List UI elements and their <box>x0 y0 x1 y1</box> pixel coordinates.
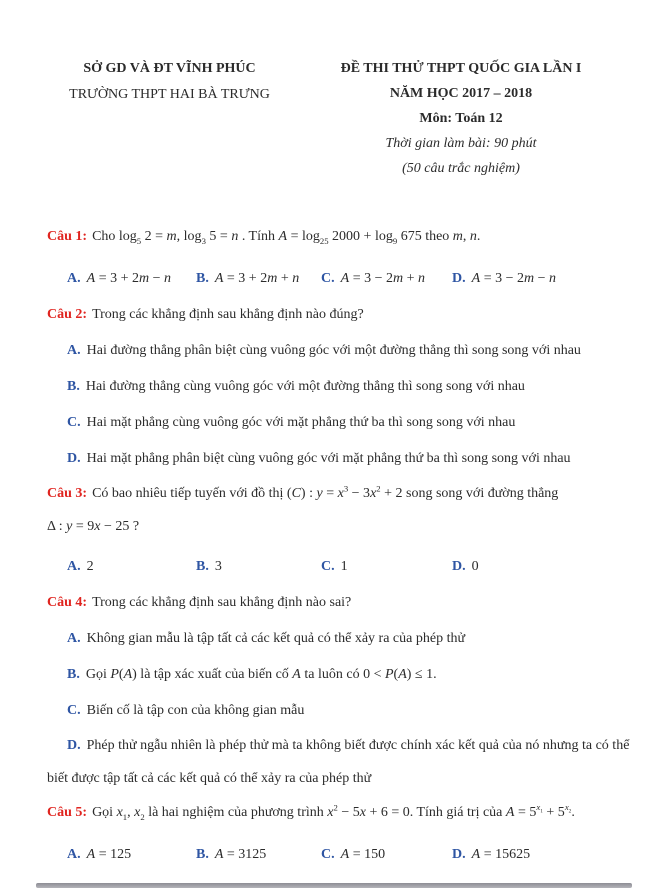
option-a-letter: A. <box>67 847 81 862</box>
question-1-label: Câu 1: <box>47 229 88 244</box>
option-c-text: Hai mặt phẳng cùng vuông góc với mặt phẳng thứ ba thì song song với nhau <box>86 415 516 430</box>
question-3-options <box>47 549 630 585</box>
question-2 <box>47 297 630 477</box>
option-b-text: Gọi P(A) là tập xác xuất của biến cố A ta luôn có 0 < P(A) ≤ 1. <box>85 667 437 682</box>
department-name: SỞ GD VÀ ĐT VĨNH PHÚC <box>83 61 256 76</box>
option-c <box>321 549 452 585</box>
question-5 <box>47 795 630 873</box>
option-b-text: 3 <box>214 559 222 574</box>
option-a <box>67 837 196 873</box>
option-c-text: A = 150 <box>340 847 386 862</box>
question-4-stem: Trong các khẳng định sau khẳng định nào sai? <box>92 595 352 610</box>
option-d-text: A = 3 − 2m − n <box>471 271 557 286</box>
option-d-text: A = 15625 <box>471 847 531 862</box>
option-a-text: Không gian mẫu là tập tất cả các kết quả có thể xảy ra của phép thử <box>86 631 466 646</box>
question-5-stem: Gọi $x_1$, $x_2$ là hai nghiệm của phương trình $x^2 - 5x + 6 = 0$. Tính giá trị của $A = 5^{x_1} + 5^{x_2}$. <box>92 802 575 822</box>
option-c <box>321 261 452 297</box>
option-a-letter: A. <box>67 343 81 358</box>
option-b <box>196 261 321 297</box>
option-b-letter: B. <box>67 379 80 394</box>
school-year: NĂM HỌC 2017 – 2018 <box>389 86 533 101</box>
option-d-text: Hai mặt phẳng phân biệt cùng vuông góc với mặt phẳng thứ ba thì song song với nhau <box>86 451 571 466</box>
questions-list <box>47 219 630 888</box>
option-a-text: A = 125 <box>86 847 132 862</box>
option-d <box>452 837 630 873</box>
option-d <box>452 261 630 297</box>
option-d-letter: D. <box>452 559 466 574</box>
question-1 <box>47 219 630 297</box>
option-b <box>47 657 630 693</box>
option-d <box>47 441 630 477</box>
question-3-stem: Có bao nhiêu tiếp tuyến với đồ thị (C) : $y = x^3 - 3x^2 + 2$ song song với đường thẳng <box>92 483 559 501</box>
question-2-stem: Trong các khẳng định sau khẳng định nào đúng? <box>92 307 364 322</box>
option-a-letter: A. <box>67 559 81 574</box>
question-4 <box>47 585 630 795</box>
option-b <box>47 369 630 405</box>
exam-title: ĐỀ THI THỬ THPT QUỐC GIA LẦN I <box>340 61 582 76</box>
option-c-letter: C. <box>321 271 335 286</box>
issuer-block <box>47 56 292 181</box>
duration-line: Thời gian làm bài: 90 phút <box>385 136 537 151</box>
question-3-label: Câu 3: <box>47 486 88 501</box>
option-b-letter: B. <box>196 847 209 862</box>
option-b-text: Hai đường thẳng cùng vuông góc với một đường thẳng thì song song với nhau <box>85 379 525 394</box>
option-b-text: A = 3125 <box>214 847 267 862</box>
option-a-text: 2 <box>86 559 94 574</box>
option-c-text: Biến cố là tập con của không gian mẫu <box>86 703 305 718</box>
option-d-text: 0 <box>471 559 479 574</box>
question-1-stem: Cho $\log_5 2 = m$, $\log_3 5 = n$ . Tính $A = \log_{25} 2000 + \log_9 675$ theo m, n. <box>92 229 481 246</box>
option-a-letter: A. <box>67 631 81 646</box>
option-b <box>196 837 321 873</box>
question-1-options <box>47 261 630 297</box>
option-c-letter: C. <box>321 847 335 862</box>
option-a-letter: A. <box>67 271 81 286</box>
option-c-letter: C. <box>67 415 81 430</box>
school-name: TRƯỜNG THPT HAI BÀ TRƯNG <box>69 87 270 102</box>
option-d <box>47 729 630 795</box>
option-a <box>47 621 630 657</box>
option-a-text: Hai đường thẳng phân biệt cùng vuông góc với một đường thẳng thì song song với nhau <box>86 343 581 358</box>
option-d-text: Phép thử ngẫu nhiên là phép thử mà ta không biết được chính xác kết quả của nó nhưng ta có thể biết được tập tất cả các kết quả có thể xảy ra của phép thử <box>47 738 630 786</box>
option-d-letter: D. <box>67 738 81 753</box>
question-1-stem-line <box>47 219 630 255</box>
question-4-label: Câu 4: <box>47 595 88 610</box>
document-header <box>47 56 630 181</box>
option-d-letter: D. <box>452 847 466 862</box>
option-a <box>47 333 630 369</box>
option-c <box>47 693 630 729</box>
exam-title-block <box>292 56 630 181</box>
option-b-letter: B. <box>196 271 209 286</box>
option-c-text: A = 3 − 2m + n <box>340 271 426 286</box>
option-b-letter: B. <box>67 667 80 682</box>
option-c-letter: C. <box>67 703 81 718</box>
question-5-label: Câu 5: <box>47 805 88 820</box>
option-d-letter: D. <box>67 451 81 466</box>
option-a <box>67 261 196 297</box>
question-4-stem-line <box>47 585 630 621</box>
option-d <box>452 549 630 585</box>
question-3 <box>47 477 630 585</box>
option-b-letter: B. <box>196 559 209 574</box>
question-5-stem-line <box>47 795 630 831</box>
option-c <box>47 405 630 441</box>
horizontal-divider <box>36 883 632 888</box>
question-2-stem-line <box>47 297 630 333</box>
option-a-text: A = 3 + 2m − n <box>86 271 172 286</box>
question-count-line: (50 câu trắc nghiệm) <box>402 161 520 176</box>
question-3-stem-continued: Δ : y = 9x − 25 ? <box>47 519 140 534</box>
question-3-stem-line <box>47 477 630 543</box>
question-5-options <box>47 837 630 873</box>
subject-line: Môn: Toán 12 <box>419 111 503 126</box>
question-2-label: Câu 2: <box>47 307 88 322</box>
option-c <box>321 837 452 873</box>
option-c-text: 1 <box>340 559 348 574</box>
option-d-letter: D. <box>452 271 466 286</box>
option-c-letter: C. <box>321 559 335 574</box>
option-b-text: A = 3 + 2m + n <box>214 271 300 286</box>
option-b <box>196 549 321 585</box>
option-a <box>67 549 196 585</box>
